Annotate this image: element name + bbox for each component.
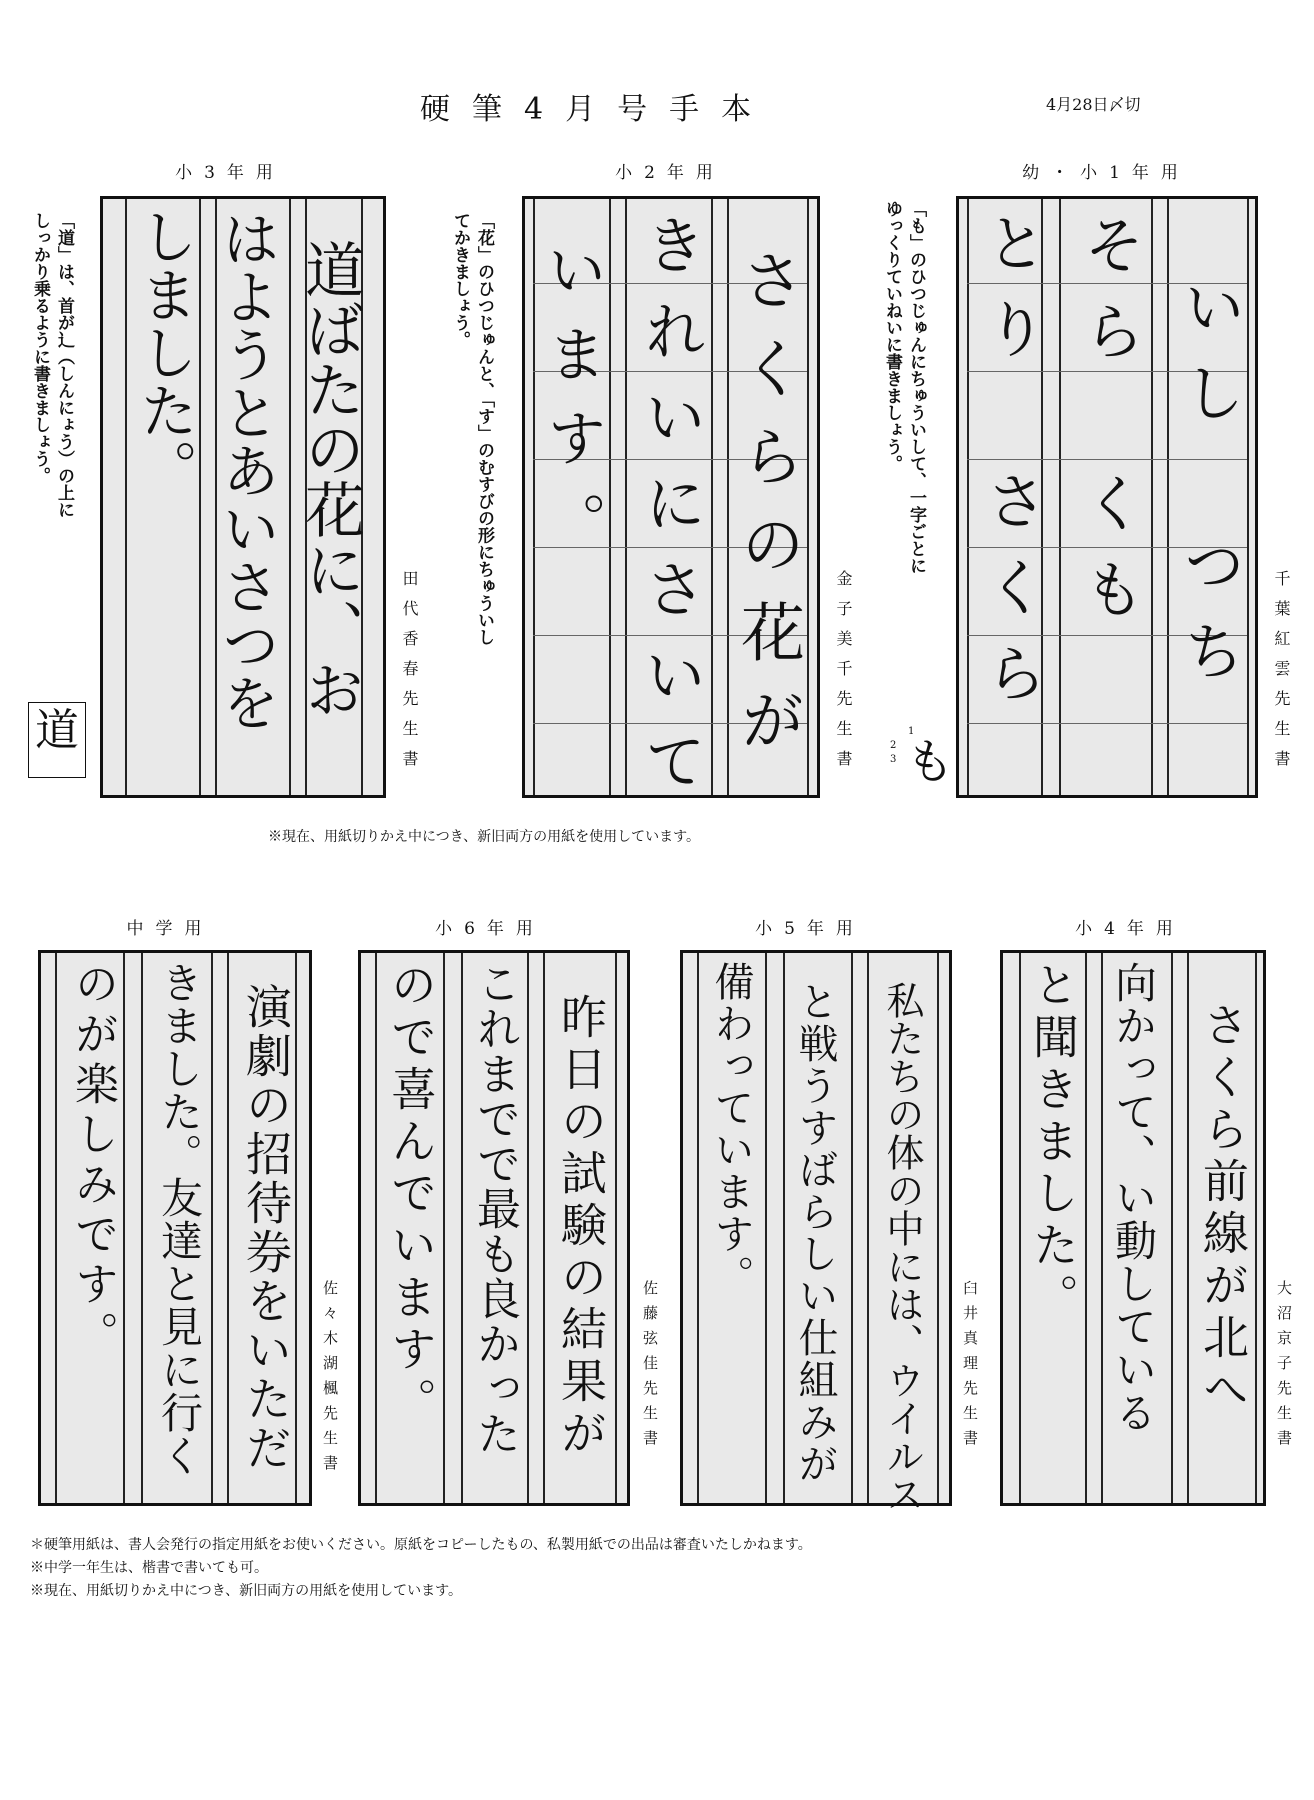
model-column-3: と聞きました。 — [1026, 961, 1080, 1325]
model-column-3: しました。 — [130, 207, 198, 497]
sample-character-mo: も — [906, 734, 955, 790]
grade-label-sho1: 幼・小1年用 — [1022, 163, 1190, 183]
practice-panel-chugaku — [38, 950, 312, 1506]
instruction-note-sho3: 「道」は、首が辶（しんにょう）の上に しっかり乗るように書きましょう。 — [30, 212, 74, 518]
teacher-name-sho4: 大沼京子先生書 — [1275, 1280, 1293, 1455]
deadline: 4月28日〆切 — [1046, 95, 1141, 114]
grade-label-sho6: 小6年用 — [435, 919, 545, 939]
model-column-1: いし つち — [1173, 275, 1246, 705]
model-column-1: 私たちの体の中には、ウイルス — [880, 981, 924, 1513]
model-column-3: のが楽しみです。 — [67, 961, 118, 1361]
model-column-1: 道ばたの花に、お — [295, 239, 365, 719]
practice-panel-sho4 — [1000, 950, 1266, 1506]
model-column-1: さくら前線が北へ — [1196, 1001, 1250, 1417]
model-column-1: 演劇の招待券をいただ — [239, 983, 293, 1473]
teacher-name-sho5: 臼井真理先生書 — [961, 1280, 979, 1455]
footer-note-1: ＊硬筆用紙は、書人会発行の指定用紙をお使いください。原紙をコピーしたもの、私製用紙での出品は審査いたしかねます。 — [30, 1537, 812, 1553]
model-column-2: そら くも — [1073, 213, 1146, 643]
model-column-2: きました。友達と見に行く — [155, 961, 204, 1477]
top-footer-note: ※現在、用紙切りかえ中につき、新旧両方の用紙を使用しています。 — [268, 829, 701, 845]
page-title: 硬筆4月号手本 — [420, 92, 774, 127]
model-column-3: ので喜んでいます。 — [384, 961, 438, 1429]
model-column-2: これまでで最も良かった — [469, 961, 520, 1456]
practice-panel-sho3 — [100, 196, 386, 798]
model-column-2: きれいにさいて — [634, 213, 707, 815]
grade-label-sho4: 小4年用 — [1075, 919, 1185, 939]
grade-label-sho5: 小5年用 — [755, 919, 865, 939]
instruction-note-sho2: 「花」のひつじゅんと、「す」のむすびの形にちゅういし てかきましょう。 — [450, 212, 494, 646]
teacher-name-sho6: 佐藤弦佳先生書 — [641, 1280, 659, 1455]
model-column-2: はようとあいさつを — [212, 209, 280, 731]
model-column-2: と戦うすばらしい仕組みが — [792, 981, 838, 1485]
footer-note-3: ※現在、用紙切りかえ中につき、新旧両方の用紙を使用しています。 — [30, 1583, 463, 1599]
sample-character-michi: 道 — [28, 702, 86, 778]
footer-note-2: ※中学一年生は、楷書で書いても可。 — [30, 1560, 268, 1576]
model-column-3: います。 — [537, 239, 607, 575]
teacher-name-sho1: 千葉紅雲先生書 — [1272, 570, 1291, 780]
instruction-note-sho1: 「も」のひつじゅんにちゅういして、一字ごとに ゆっくりていねいに書きましょう。 — [882, 200, 926, 574]
grade-label-chugaku: 中学用 — [126, 919, 214, 939]
practice-panel-sho1 — [956, 196, 1258, 798]
model-column-3: とり さくら — [975, 211, 1048, 727]
grade-label-sho3: 小3年用 — [175, 163, 285, 183]
practice-panel-sho2 — [522, 196, 820, 815]
grade-label-sho2: 小2年用 — [615, 163, 725, 183]
model-column-3: 備わっています。 — [708, 961, 754, 1297]
practice-panel-sho5 — [680, 950, 952, 1513]
teacher-name-sho2: 金子美千先生書 — [834, 570, 853, 780]
teacher-name-sho3: 田代香春先生書 — [400, 570, 419, 780]
teacher-name-chugaku: 佐々木湖楓先生書 — [321, 1280, 339, 1480]
practice-panel-sho6 — [358, 950, 630, 1506]
model-column-2: 向かって、い動している — [1109, 961, 1158, 1434]
model-column-1: 昨日の試験の結果が — [554, 993, 608, 1461]
model-column-1: さくらの花が — [730, 247, 804, 775]
